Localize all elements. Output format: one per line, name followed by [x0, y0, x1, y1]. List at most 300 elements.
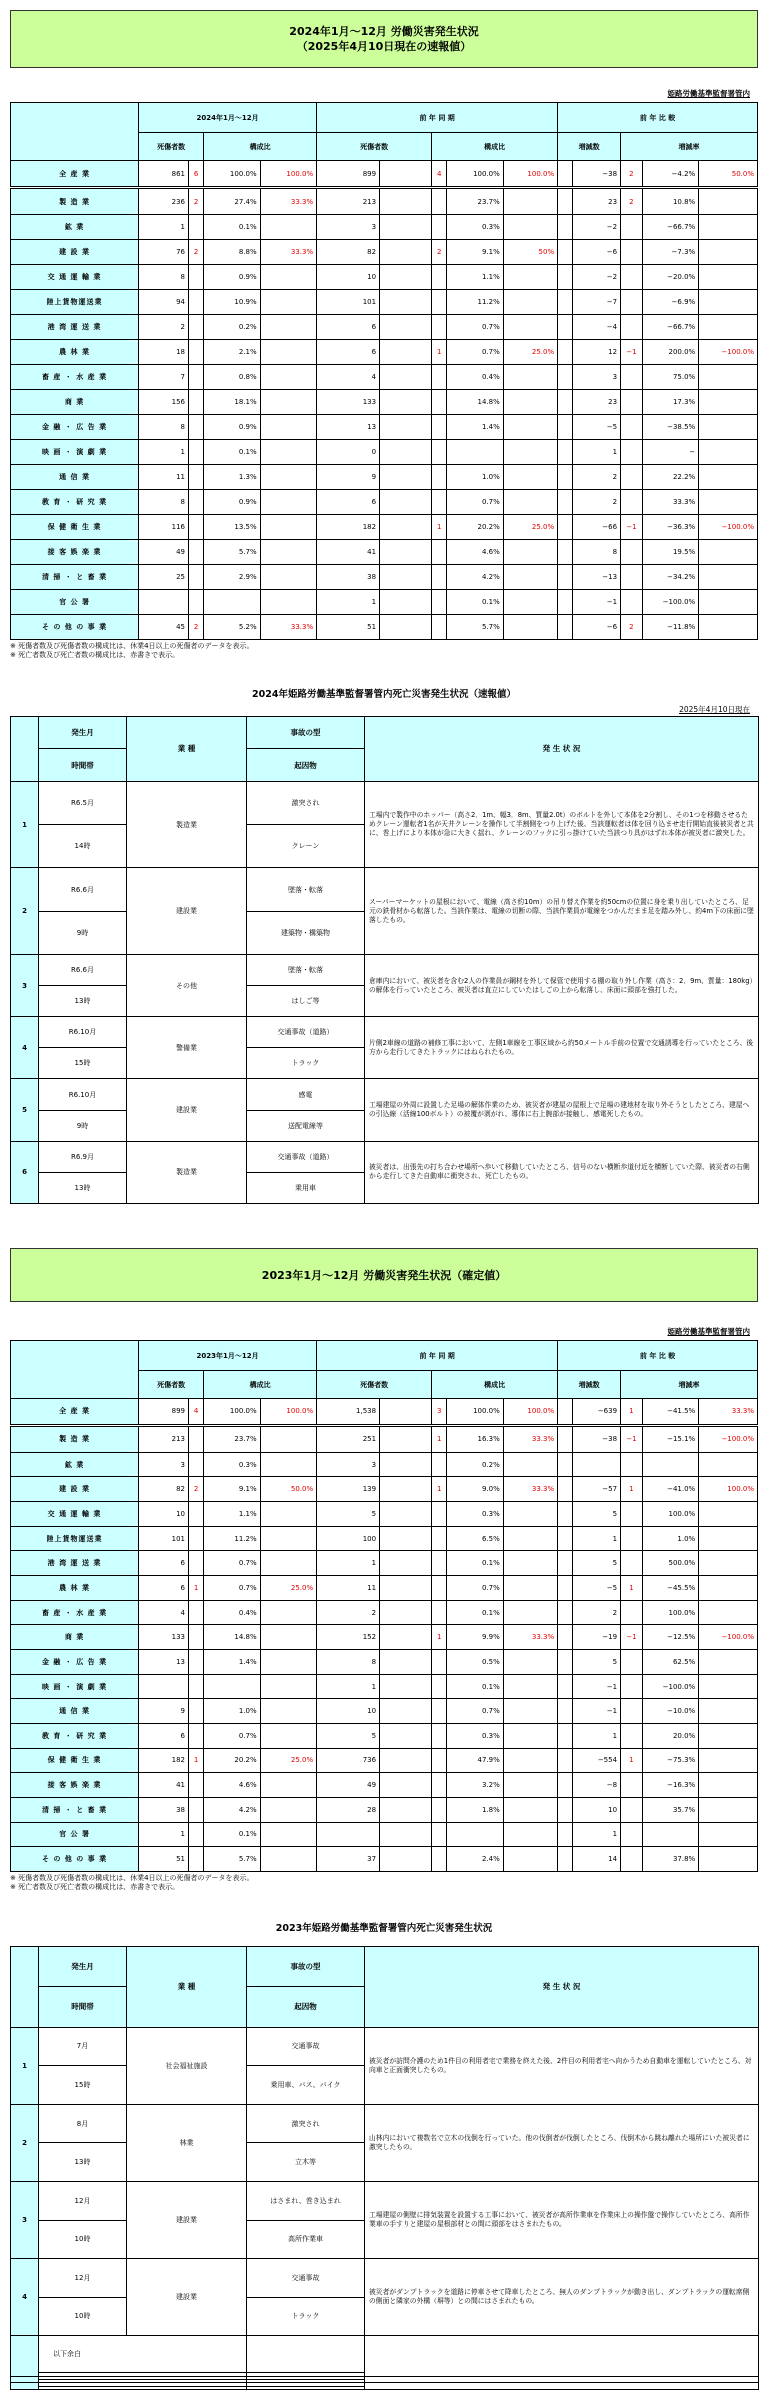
- incident-row: [11, 1141, 759, 1172]
- industry-header: [11, 1341, 139, 1399]
- incident-month: R6.10月: [39, 1079, 127, 1110]
- casualty-share: 9.1%: [204, 1477, 260, 1502]
- industry-label: 保 健 衛 生 業: [11, 515, 139, 540]
- table-row: [11, 1650, 758, 1675]
- death-share: [260, 440, 316, 465]
- diff-rate: −12.5%: [642, 1625, 698, 1650]
- incident-description: 倉庫内において、被災者を含む2人の作業員が鋼材を外して保管で使用する棚の取り外し作業（高さ：2．9m、質量：180kg）の解体を行っていたところ、被災者は直立にしていたはしごの上から転落し、床面に頭部を強打した。: [365, 955, 759, 1017]
- prev-death-share: [503, 440, 557, 465]
- incident-cause: 送配電線等: [247, 1110, 365, 1141]
- industry-label: 港 湾 運 送 業: [11, 315, 139, 340]
- prev-casualty-share-value: [447, 1822, 503, 1847]
- death-diff-rate: [699, 1600, 758, 1625]
- spacer: [558, 614, 573, 639]
- prev-casualty-share: [380, 1773, 432, 1798]
- prev-casualty-share-value: 0.1%: [447, 1600, 503, 1625]
- prev-death-share: 50%: [503, 240, 557, 265]
- incident-description: 工場建屋の外周に設置した足場の解体作業のため、被災者が建屋の屋根上で足場の建地材を取り外そうとしたところ、建屋への引込線（活線100ボルト）の被覆が剥がれ、導体に右上腕部が接触し、感電死したもの。: [365, 1079, 759, 1141]
- diff-count: 2: [573, 490, 621, 515]
- industry-header: [11, 103, 139, 161]
- incident-industry: 社会福祉施設: [127, 2027, 247, 2104]
- prev-casualty-share: [380, 1399, 432, 1426]
- industry-header: 業 種: [127, 717, 247, 782]
- prev-death-count: [432, 290, 447, 315]
- no-header: [11, 717, 39, 782]
- spacer: [558, 340, 573, 365]
- diff-count: 5: [573, 1502, 621, 1527]
- industry-label: 清 掃 ・ と 畜 業: [11, 565, 139, 590]
- death-diff: [621, 440, 643, 465]
- diff-count: −13: [573, 565, 621, 590]
- death-count: [189, 1625, 204, 1650]
- table-row: [11, 188, 758, 215]
- prev-period-header: 前 年 同 期: [317, 103, 558, 133]
- diff-count: −1: [573, 590, 621, 615]
- incident-row: [11, 2181, 759, 2220]
- prev-casualty-share: [380, 1502, 432, 1527]
- incident-type: 激突され: [247, 2104, 365, 2143]
- prev-casualty-share-value: 0.3%: [447, 1724, 503, 1749]
- incident-month: R6.5月: [39, 781, 127, 824]
- industry-label: 畜 産 ・ 水 産 業: [11, 365, 139, 390]
- column-header: 死傷者数: [139, 133, 204, 161]
- casualty-count: 1: [139, 215, 189, 240]
- casualty-share: 11.2%: [204, 1526, 260, 1551]
- death-diff: −1: [621, 1425, 643, 1452]
- cause-header: 起因物: [247, 749, 365, 781]
- prev-casualty-share-value: 0.3%: [447, 215, 503, 240]
- industry-label: 接 客 娯 楽 業: [11, 1773, 139, 1798]
- prev-casualty-count: 10: [317, 1699, 380, 1724]
- prev-death-count: [432, 1674, 447, 1699]
- prev-casualty-count: 133: [317, 390, 380, 415]
- diff-rate: −75.3%: [642, 1748, 698, 1773]
- prev-casualty-share: [380, 1674, 432, 1699]
- table-row: [11, 590, 758, 615]
- death-share: [260, 490, 316, 515]
- prev-death-count: [432, 1551, 447, 1576]
- prev-casualty-share-value: 1.4%: [447, 415, 503, 440]
- prev-death-count: 4: [432, 161, 447, 188]
- incident-description: 被災者が訪問介護のため1件目の利用者宅で業務を終えた後、2件目の利用者宅へ向かうため自動車を運転していたところ、対向車と正面衝突したもの。: [365, 2027, 759, 2104]
- industry-label: 鉱 業: [11, 1452, 139, 1477]
- column-header: 死傷者数: [317, 1371, 432, 1399]
- death-count: 1: [189, 1748, 204, 1773]
- table-row: [11, 1748, 758, 1773]
- prev-casualty-count: 28: [317, 1797, 380, 1822]
- prev-casualty-share-value: 1.0%: [447, 465, 503, 490]
- industry-label: 教 育 ・ 研 究 業: [11, 490, 139, 515]
- casualty-count: 25: [139, 565, 189, 590]
- prev-casualty-share: [380, 1425, 432, 1452]
- incident-industry: 建設業: [127, 868, 247, 955]
- diff-count: 3: [573, 365, 621, 390]
- table-row: [11, 215, 758, 240]
- prev-death-share: [503, 1797, 557, 1822]
- time-header: 時間帯: [39, 749, 127, 781]
- casualty-count: 11: [139, 465, 189, 490]
- casualty-share: [204, 1674, 260, 1699]
- prev-casualty-count: 139: [317, 1477, 380, 1502]
- prev-period-header: 前 年 同 期: [317, 1341, 558, 1371]
- casualty-share: 27.4%: [204, 188, 260, 215]
- industry-label: 製 造 業: [11, 188, 139, 215]
- diff-count: −19: [573, 1625, 621, 1650]
- incident-cause: トラック: [247, 2297, 365, 2336]
- diff-count: 12: [573, 340, 621, 365]
- death-diff-rate: [699, 315, 758, 340]
- industry-label: 清 掃 ・ と 畜 業: [11, 1797, 139, 1822]
- prev-casualty-share-value: 0.4%: [447, 365, 503, 390]
- death-count: [189, 490, 204, 515]
- death-share: [260, 315, 316, 340]
- table-row: [11, 315, 758, 340]
- prev-death-share: [503, 1699, 557, 1724]
- time-header: 時間帯: [39, 1987, 127, 2027]
- prev-casualty-count: 6: [317, 315, 380, 340]
- casualty-share: 0.9%: [204, 490, 260, 515]
- death-diff: 1: [621, 1748, 643, 1773]
- table-row: [11, 1502, 758, 1527]
- incident-cause: 乗用車、バス、バイク: [247, 2066, 365, 2105]
- diff-rate: −11.8%: [642, 614, 698, 639]
- prev-casualty-share: [380, 1822, 432, 1847]
- incident-number: 1: [11, 2027, 39, 2104]
- incident-description: 工場建屋の側壁に排気装置を設置する工事において、被災者が高所作業車を作業床上の操作盤で操作していたところ、高所作業車の手すりと建屋の屋根部材との間に頭部をはさまれたもの。: [365, 2181, 759, 2258]
- prev-death-count: [432, 1847, 447, 1872]
- diff-rate: −16.3%: [642, 1773, 698, 1798]
- death-diff: [621, 1551, 643, 1576]
- blank-number: [11, 2376, 39, 2383]
- death-diff-rate: [699, 590, 758, 615]
- prev-casualty-count: 11: [317, 1576, 380, 1601]
- prev-casualty-share: [380, 1477, 432, 1502]
- table-row: [11, 1477, 758, 1502]
- death-diff-rate: [699, 1822, 758, 1847]
- diff-rate: −7.3%: [642, 240, 698, 265]
- diff-count: −6: [573, 240, 621, 265]
- casualty-share: 8.8%: [204, 240, 260, 265]
- diff-rate: 100.0%: [642, 1600, 698, 1625]
- industry-label: 通 信 業: [11, 465, 139, 490]
- prev-casualty-share: [380, 465, 432, 490]
- death-diff-rate: [699, 490, 758, 515]
- diff-count: −8: [573, 1773, 621, 1798]
- death-share: 33.3%: [260, 188, 316, 215]
- incident-type: はさまれ、巻き込まれ: [247, 2181, 365, 2220]
- death-share: 100.0%: [260, 1399, 316, 1426]
- prev-death-count: [432, 440, 447, 465]
- prev-casualty-count: 0: [317, 440, 380, 465]
- diff-count: −2: [573, 215, 621, 240]
- incident-number: 2: [11, 868, 39, 955]
- prev-death-count: [432, 188, 447, 215]
- diff-count: −7: [573, 290, 621, 315]
- casualty-count: 9: [139, 1699, 189, 1724]
- column-header: 構成比: [204, 133, 317, 161]
- diff-rate: −10.0%: [642, 1699, 698, 1724]
- death-diff: −1: [621, 340, 643, 365]
- spacer: [558, 1399, 573, 1426]
- table-row: [11, 1625, 758, 1650]
- casualty-share: 5.7%: [204, 1847, 260, 1872]
- diff-count: −1: [573, 1699, 621, 1724]
- blank-description: [365, 2376, 759, 2383]
- death-diff: [621, 590, 643, 615]
- incident-time: 9時: [39, 1110, 127, 1141]
- casualty-count: 7: [139, 365, 189, 390]
- death-count: [189, 440, 204, 465]
- death-count: [189, 540, 204, 565]
- prev-casualty-count: 3: [317, 215, 380, 240]
- death-diff: [621, 1724, 643, 1749]
- incident-type: 感電: [247, 1079, 365, 1110]
- prev-death-share: [503, 1526, 557, 1551]
- death-share: [260, 1699, 316, 1724]
- incident-number: 4: [11, 2259, 39, 2336]
- prev-casualty-count: 736: [317, 1748, 380, 1773]
- diff-count: 1: [573, 440, 621, 465]
- prev-death-count: [432, 1650, 447, 1675]
- diff-rate: −: [642, 440, 698, 465]
- table-row: [11, 465, 758, 490]
- incident-row: [11, 781, 759, 824]
- casualty-share: 2.9%: [204, 565, 260, 590]
- death-diff: [621, 540, 643, 565]
- table-row: [11, 1847, 758, 1872]
- prev-death-share: [503, 215, 557, 240]
- death-diff: [621, 1502, 643, 1527]
- incident-row: [11, 2027, 759, 2066]
- incident-row: [11, 1017, 759, 1048]
- death-share: 25.0%: [260, 1576, 316, 1601]
- death-diff: [621, 1773, 643, 1798]
- casualty-share: 100.0%: [204, 161, 260, 188]
- prev-casualty-share: [380, 614, 432, 639]
- incident-month: R6.6月: [39, 955, 127, 986]
- table-row: [11, 340, 758, 365]
- death-count: 2: [189, 614, 204, 639]
- death-diff-rate: [699, 188, 758, 215]
- prev-death-share: 100.0%: [503, 161, 557, 188]
- prev-casualty-share-value: 16.3%: [447, 1425, 503, 1452]
- table-row: [11, 1526, 758, 1551]
- prev-casualty-share: [380, 1797, 432, 1822]
- death-share: [260, 540, 316, 565]
- death-diff-rate: −100.0%: [699, 1425, 758, 1452]
- spacer: [558, 365, 573, 390]
- prev-casualty-count: [317, 1822, 380, 1847]
- diff-count: −554: [573, 1748, 621, 1773]
- death-diff-rate: [699, 265, 758, 290]
- prev-death-share: [503, 1650, 557, 1675]
- death-share: [260, 265, 316, 290]
- death-diff: [621, 1674, 643, 1699]
- diff-rate: [642, 1822, 698, 1847]
- industry-label: 金 融 ・ 広 告 業: [11, 415, 139, 440]
- blank-number: [11, 2336, 39, 2376]
- incident-month: R6.6月: [39, 868, 127, 911]
- death-diff-rate: [699, 1773, 758, 1798]
- prev-casualty-share-value: [447, 440, 503, 465]
- death-diff-rate: [699, 540, 758, 565]
- month-header: 発生月: [39, 717, 127, 749]
- prev-casualty-share: [380, 1600, 432, 1625]
- incident-time: 13時: [39, 986, 127, 1017]
- death-diff-rate: [699, 390, 758, 415]
- table-row: [11, 365, 758, 390]
- spacer: [558, 315, 573, 340]
- month-header: 発生月: [39, 1947, 127, 1987]
- prev-death-count: [432, 1724, 447, 1749]
- spacer: [558, 240, 573, 265]
- death-share: [260, 465, 316, 490]
- industry-label: 鉱 業: [11, 215, 139, 240]
- prev-casualty-share-value: 100.0%: [447, 161, 503, 188]
- prev-casualty-share-value: 100.0%: [447, 1399, 503, 1426]
- prev-death-count: 1: [432, 1625, 447, 1650]
- incident-number: 3: [11, 2181, 39, 2258]
- industry-label: 畜 産 ・ 水 産 業: [11, 1600, 139, 1625]
- prev-death-count: [432, 1452, 447, 1477]
- diff-count: 1: [573, 1526, 621, 1551]
- incident-number: 2: [11, 2104, 39, 2181]
- death-diff-rate: [699, 365, 758, 390]
- prev-casualty-count: 37: [317, 1847, 380, 1872]
- incident-industry: 建設業: [127, 1079, 247, 1141]
- prev-casualty-share-value: 9.1%: [447, 240, 503, 265]
- death-share: [260, 390, 316, 415]
- death-count: 6: [189, 161, 204, 188]
- death-diff: [621, 315, 643, 340]
- table-row: [11, 1399, 758, 1426]
- spacer: [558, 290, 573, 315]
- casualty-share: 18.1%: [204, 390, 260, 415]
- casualty-share: 0.1%: [204, 440, 260, 465]
- death-diff-rate: −100.0%: [699, 515, 758, 540]
- section1-note-1: ※ 死傷者数及び死傷者数の構成比は、休業4日以上の死傷者のデータを表示。: [10, 642, 254, 650]
- prev-casualty-share: [380, 565, 432, 590]
- diff-rate: −4.2%: [642, 161, 698, 188]
- spacer: [558, 1477, 573, 1502]
- death-diff: [621, 1847, 643, 1872]
- table-row: [11, 240, 758, 265]
- prev-casualty-count: 4: [317, 365, 380, 390]
- prev-casualty-share-value: 3.2%: [447, 1773, 503, 1798]
- incident-time: 10時: [39, 2220, 127, 2259]
- casualty-count: 76: [139, 240, 189, 265]
- death-share: 25.0%: [260, 1748, 316, 1773]
- diff-rate: 100.0%: [642, 1502, 698, 1527]
- section2-fatal-table: [10, 716, 759, 1204]
- prev-casualty-share: [380, 1748, 432, 1773]
- death-count: [189, 1425, 204, 1452]
- prev-casualty-share: [380, 1526, 432, 1551]
- spacer: [558, 1724, 573, 1749]
- death-diff-rate: −100.0%: [699, 1625, 758, 1650]
- column-header: 増減率: [621, 133, 758, 161]
- blank-cell: [247, 2336, 365, 2373]
- death-count: [189, 1797, 204, 1822]
- diff-count: 5: [573, 1650, 621, 1675]
- industry-label: 教 育 ・ 研 究 業: [11, 1724, 139, 1749]
- spacer: [558, 490, 573, 515]
- diff-count: −6: [573, 614, 621, 639]
- casualty-count: [139, 1674, 189, 1699]
- table-row: [11, 1724, 758, 1749]
- comparison-header: 前 年 比 較: [558, 1341, 758, 1371]
- death-count: [189, 1822, 204, 1847]
- casualty-count: 51: [139, 1847, 189, 1872]
- spacer: [558, 440, 573, 465]
- spacer: [558, 1452, 573, 1477]
- industry-header: 業 種: [127, 1947, 247, 2028]
- prev-casualty-share: [380, 515, 432, 540]
- incident-month: R6.10月: [39, 1017, 127, 1048]
- casualty-share: 0.3%: [204, 1452, 260, 1477]
- diff-rate: 22.2%: [642, 465, 698, 490]
- death-diff-rate: [699, 1452, 758, 1477]
- casualty-count: 8: [139, 415, 189, 440]
- prev-casualty-share: [380, 415, 432, 440]
- incident-type: 墜落・転落: [247, 868, 365, 911]
- casualty-count: 1: [139, 1822, 189, 1847]
- prev-death-count: [432, 365, 447, 390]
- death-count: [189, 1699, 204, 1724]
- diff-rate: 20.0%: [642, 1724, 698, 1749]
- death-diff: [621, 365, 643, 390]
- prev-casualty-share-value: 0.7%: [447, 1576, 503, 1601]
- spacer: [558, 1625, 573, 1650]
- cause-header: 起因物: [247, 1987, 365, 2027]
- diff-rate: −45.5%: [642, 1576, 698, 1601]
- casualty-share: 4.2%: [204, 1797, 260, 1822]
- death-count: 2: [189, 188, 204, 215]
- incident-cause: トラック: [247, 1048, 365, 1079]
- prev-casualty-count: 1: [317, 1674, 380, 1699]
- incident-month: 7月: [39, 2027, 127, 2066]
- prev-casualty-share-value: 9.9%: [447, 1625, 503, 1650]
- prev-death-count: 1: [432, 1425, 447, 1452]
- incident-type: 激突され: [247, 781, 365, 824]
- spacer: [558, 1551, 573, 1576]
- incident-month: 12月: [39, 2181, 127, 2220]
- incident-number: 6: [11, 1141, 39, 1203]
- diff-count: −639: [573, 1399, 621, 1426]
- spacer: [558, 1773, 573, 1798]
- table-row: [11, 290, 758, 315]
- incident-description: 山林内において複数名で立木の伐倒を行っていた。他の伐倒者が伐倒したところ、伐倒木から跳ね離れた場所にいた被災者に激突したもの。: [365, 2104, 759, 2181]
- incident-time: 14時: [39, 825, 127, 868]
- prev-casualty-count: 9: [317, 465, 380, 490]
- diff-rate: 19.5%: [642, 540, 698, 565]
- column-header: 増減率: [621, 1371, 758, 1399]
- prev-death-share: [503, 290, 557, 315]
- column-header: 死傷者数: [317, 133, 432, 161]
- spacer: [558, 465, 573, 490]
- incident-number: 3: [11, 955, 39, 1017]
- spacer: [558, 161, 573, 188]
- blank-cell: [247, 2386, 365, 2389]
- casualty-count: 213: [139, 1425, 189, 1452]
- diff-rate: [642, 1452, 698, 1477]
- prev-casualty-share-value: 0.5%: [447, 1650, 503, 1675]
- death-diff-rate: [699, 1847, 758, 1872]
- diff-count: 2: [573, 465, 621, 490]
- death-share: [260, 1425, 316, 1452]
- table-row: [11, 1425, 758, 1452]
- death-count: [189, 215, 204, 240]
